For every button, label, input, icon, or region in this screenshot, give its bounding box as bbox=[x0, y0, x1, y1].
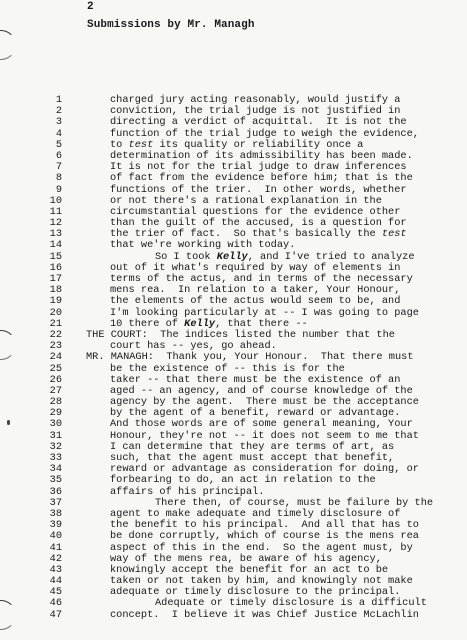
text-run: the benefit to his principal. And all that has to bbox=[110, 519, 419, 532]
text-run: agency by the agent. There must be the acceptance bbox=[110, 396, 419, 409]
text-run: of fact from the evidence before him; that is the bbox=[110, 172, 413, 185]
emphasized-text: test bbox=[128, 138, 154, 151]
line-number: 47 bbox=[49, 608, 62, 621]
line-number: 44 bbox=[49, 575, 62, 588]
text-run: or not there's a rational explanation in the bbox=[110, 194, 382, 207]
line-number: 32 bbox=[49, 440, 62, 453]
line-number: 24 bbox=[49, 351, 62, 364]
text-run: concept. I believe it was Chief Justice McLachlin bbox=[110, 608, 419, 621]
text-run: There then, of course, must be failure by the bbox=[155, 496, 434, 509]
line-number: 13 bbox=[49, 228, 62, 241]
emphasized-text: Kelly bbox=[184, 317, 216, 330]
text-run: charged jury acting reasonably, would justify a bbox=[110, 94, 401, 106]
line-number: 35 bbox=[49, 474, 62, 487]
line-number: 36 bbox=[49, 485, 62, 498]
page-number: 2 bbox=[87, 1, 94, 13]
text-run: conviction, the trial judge is not justified in bbox=[110, 105, 401, 118]
line-number: 14 bbox=[49, 239, 62, 252]
text-run: the trier of fact. So that's basically the bbox=[110, 228, 382, 241]
line-number: 7 bbox=[55, 161, 62, 174]
text-run: be done corruptly, which of course is the mens rea bbox=[110, 530, 419, 543]
line-number: 19 bbox=[49, 295, 62, 308]
line-number: 25 bbox=[49, 362, 62, 375]
line-number: 37 bbox=[49, 496, 62, 509]
line-number: 46 bbox=[49, 597, 62, 610]
line-number: 42 bbox=[49, 552, 62, 565]
text-run: knowingly accept the benefit for an act to be bbox=[110, 563, 389, 576]
text-run: agent to make adequate and timely disclosure of bbox=[110, 507, 401, 520]
line-number: 17 bbox=[49, 273, 62, 285]
text-run: THE COURT: The indices listed the number that the bbox=[86, 328, 395, 341]
text-run: its quality or reliability once a bbox=[153, 138, 364, 151]
line-number: 22 bbox=[49, 328, 62, 341]
page-heading: Submissions by Mr. Managh bbox=[87, 19, 255, 31]
text-run: Adequate or timely disclosure is a difficult bbox=[155, 597, 427, 610]
text-run: way of the mens rea, be aware of his agency, bbox=[110, 552, 382, 565]
line-number: 31 bbox=[49, 429, 62, 442]
text-run: circumstantial questions for the evidence other bbox=[110, 205, 401, 218]
emphasized-text: Kelly bbox=[216, 250, 248, 263]
text-run: out of it what's required by way of elements in bbox=[110, 261, 401, 274]
line-number: 41 bbox=[49, 541, 62, 554]
line-number: 39 bbox=[49, 519, 62, 532]
line-number: 27 bbox=[49, 384, 62, 397]
text-run: court has -- yes, go ahead. bbox=[110, 340, 277, 353]
line-number: 33 bbox=[49, 452, 62, 464]
line-number: 38 bbox=[49, 507, 62, 520]
text-run: taken or not taken by him, and knowingly not make bbox=[110, 575, 413, 588]
emphasized-text: test bbox=[381, 228, 407, 241]
transcript-body bbox=[0, 95, 467, 621]
text-run: mens rea. In relation to a taker, Your Honour, bbox=[110, 284, 401, 297]
line-number: 20 bbox=[49, 306, 62, 319]
text-run: , and I've tried to analyze bbox=[247, 250, 415, 263]
text-run: by the agent of a benefit, reward or advantage. bbox=[110, 407, 401, 420]
line-number: 3 bbox=[55, 116, 62, 129]
line-number: 45 bbox=[49, 586, 62, 599]
text-run: I can determine that they are terms of art, as bbox=[110, 440, 395, 453]
text-run: I'm looking particularly at -- I was going to page bbox=[110, 306, 419, 319]
text-run: forbearing to do, an act in relation to the bbox=[110, 474, 376, 487]
line-number: 26 bbox=[49, 373, 62, 386]
text-run: be the existence of -- this is for the bbox=[110, 362, 345, 375]
text-run: Honour, they're not -- it does not seem to me that bbox=[110, 429, 419, 442]
line-number: 21 bbox=[49, 317, 62, 330]
text-run: functions of the trier. In other words, whether bbox=[110, 183, 407, 196]
line-number: 12 bbox=[49, 217, 62, 230]
text-run: reward or advantage as consideration for doing, or bbox=[110, 463, 419, 476]
text-run: , that there -- bbox=[215, 317, 308, 330]
line-number: 30 bbox=[49, 418, 62, 431]
text-run: affairs of his principal. bbox=[110, 485, 265, 498]
transcript-line bbox=[0, 610, 467, 621]
text-run: the elements of the actus would seem to be, and bbox=[110, 295, 401, 308]
text-run: function of the trial judge to weigh the evidence, bbox=[110, 127, 419, 140]
line-number: 15 bbox=[49, 250, 62, 263]
line-number: 28 bbox=[49, 396, 62, 409]
line-text bbox=[110, 610, 419, 621]
text-run: determination of its admissibility has been made. bbox=[110, 149, 413, 162]
text-run: than the guilt of the accused, is a question for bbox=[110, 217, 407, 230]
text-run: that we're working with today. bbox=[110, 239, 296, 252]
line-number: 9 bbox=[55, 183, 62, 196]
text-run: taker -- that there must be the existence of an bbox=[110, 373, 401, 386]
text-run: MR. MANAGH: Thank you, Your Honour. That there must bbox=[86, 351, 414, 364]
line-number: 8 bbox=[55, 172, 62, 185]
text-run: adequate or timely disclosure to the principal. bbox=[110, 586, 401, 599]
line-number: 4 bbox=[55, 127, 62, 140]
text-run: So I took bbox=[155, 250, 217, 263]
text-run: 10 there of bbox=[110, 317, 185, 330]
text-run: aspect of this in the end. So the agent must, by bbox=[110, 541, 413, 554]
text-run: such, that the agent must accept that benefit, bbox=[110, 452, 395, 464]
line-number: 18 bbox=[49, 284, 62, 297]
line-number: 10 bbox=[49, 194, 62, 207]
text-run: It is not for the trial judge to draw inferences bbox=[110, 161, 407, 174]
line-number: 29 bbox=[49, 407, 62, 420]
line-number: 2 bbox=[55, 105, 62, 118]
text-run: terms of the actus, and in terms of the necessary bbox=[110, 273, 413, 285]
line-number: 11 bbox=[49, 205, 62, 218]
line-number: 6 bbox=[55, 149, 62, 162]
text-run: aged -- an agency, and of course knowledge of the bbox=[110, 384, 413, 397]
text-run: directing a verdict of acquittal. It is not the bbox=[110, 116, 407, 129]
binder-hole-top bbox=[0, 30, 16, 60]
line-number: 40 bbox=[49, 530, 62, 543]
text-run: to bbox=[110, 138, 129, 151]
line-number: 43 bbox=[49, 563, 62, 576]
line-number: 1 bbox=[55, 94, 62, 106]
line-number: 5 bbox=[55, 138, 62, 151]
line-number: 16 bbox=[49, 261, 62, 274]
line-number: 23 bbox=[49, 340, 62, 353]
line-number: 34 bbox=[49, 463, 62, 476]
text-run: And those words are of some general meaning, Your bbox=[110, 418, 413, 431]
